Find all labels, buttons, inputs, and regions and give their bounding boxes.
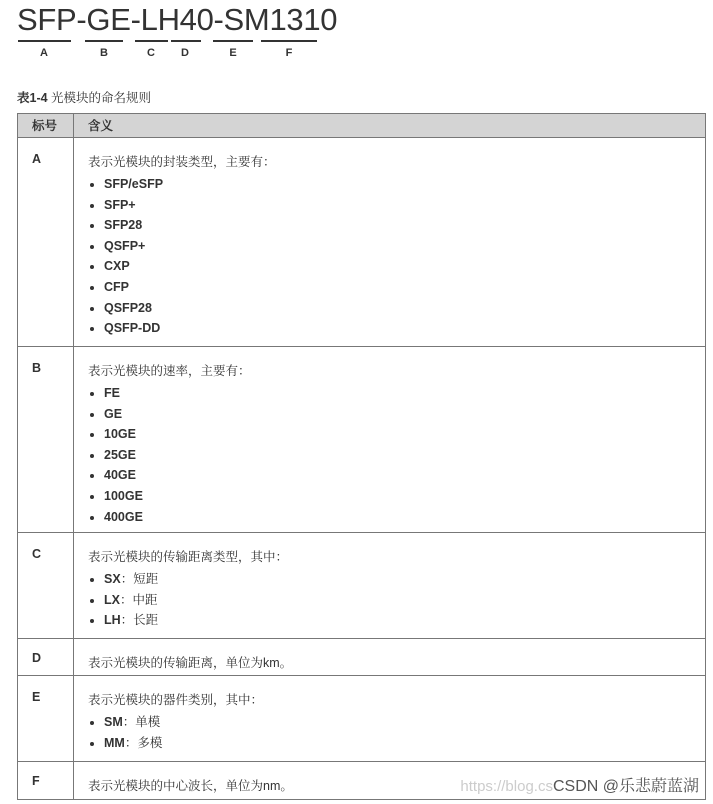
segment-label: C [147, 47, 155, 59]
option-code: 40GE [104, 468, 136, 483]
row-meaning [74, 138, 706, 347]
option-item [104, 215, 705, 236]
option-list [88, 174, 705, 339]
option-code: QSFP-DD [104, 321, 161, 336]
option-item [104, 610, 705, 631]
segment-label: E [229, 47, 237, 59]
option-item [104, 318, 705, 339]
row-key: D [18, 639, 74, 676]
row-description: 表示光模块的中心波长，单位为nm。 [88, 779, 293, 793]
row-key: F [18, 762, 74, 800]
row-key: B [18, 347, 74, 533]
option-item [104, 404, 705, 425]
option-item [104, 174, 705, 195]
option-code: QSFP+ [104, 238, 146, 253]
naming-rules-table [17, 113, 706, 800]
option-code: 25GE [104, 447, 136, 462]
header-meaning: 含义 [74, 114, 706, 138]
option-code: CXP [104, 259, 130, 274]
row-key: E [18, 676, 74, 762]
option-item [104, 195, 705, 216]
row-description: 表示光模块的传输距离，单位为km。 [88, 656, 293, 670]
table-row [18, 347, 706, 533]
row-key: C [18, 533, 74, 639]
option-item [104, 445, 705, 466]
option-meaning: ：中距 [119, 592, 158, 607]
segment-label: D [181, 47, 189, 59]
option-item [104, 277, 705, 298]
option-meaning: ：长距 [120, 613, 159, 628]
underline-f [261, 40, 317, 42]
option-item [104, 507, 705, 528]
underline-b [85, 40, 123, 42]
option-item [104, 383, 705, 404]
option-code: 100GE [104, 488, 143, 503]
option-list [88, 712, 705, 753]
option-meaning: ：多模 [124, 735, 163, 750]
option-item [104, 486, 705, 507]
row-meaning [74, 347, 706, 533]
table-row [18, 138, 706, 347]
module-code: SFP-GE-LH40-SM1310 [17, 2, 338, 37]
row-description: 表示光模块的封装类型，主要有： [88, 155, 276, 169]
option-code: SX [104, 572, 121, 586]
underline-d [171, 40, 201, 42]
option-item [104, 236, 705, 257]
table-row [18, 639, 706, 676]
option-code: LH [104, 613, 121, 628]
option-code: 10GE [104, 427, 136, 442]
option-item [104, 590, 705, 611]
option-item [104, 465, 705, 486]
option-list [88, 383, 705, 527]
option-item [104, 424, 705, 445]
option-code: SFP28 [104, 218, 143, 233]
row-description: 表示光模块的速率，主要有： [88, 364, 251, 378]
segment-label: F [285, 47, 293, 59]
option-item [104, 256, 705, 277]
row-description: 表示光模块的器件类别，其中： [88, 693, 264, 707]
row-description: 表示光模块的传输距离类型，其中： [88, 550, 289, 564]
option-code: CFP [104, 279, 129, 294]
underline-c [135, 40, 168, 42]
row-meaning [74, 533, 706, 639]
option-meaning: ：短距 [120, 572, 159, 586]
option-code: FE [104, 386, 120, 400]
row-meaning [74, 639, 706, 676]
option-item [104, 569, 705, 590]
table-caption [17, 88, 151, 106]
caption-text: 光模块的命名规则 [47, 91, 152, 105]
underline-e [213, 40, 253, 42]
option-item [104, 733, 705, 754]
segment-label: A [40, 47, 48, 59]
segment-label: B [100, 47, 108, 59]
option-code: QSFP28 [104, 300, 152, 315]
row-key: A [18, 138, 74, 347]
table-row [18, 533, 706, 639]
option-code: GE [104, 406, 123, 421]
option-code: SFP/eSFP [104, 177, 164, 191]
option-code: SM [104, 715, 123, 729]
underline-a [18, 40, 71, 42]
option-list [88, 569, 705, 631]
watermark-text: CSDN @乐悲蔚蓝湖 [552, 778, 699, 795]
option-code: LX [104, 592, 120, 607]
option-item [104, 712, 705, 733]
option-meaning: ：单模 [122, 715, 161, 729]
caption-number: 表1-4 [17, 91, 48, 105]
watermark-url: https://blog.cs [460, 778, 553, 795]
header-key: 标号 [18, 114, 74, 138]
table-row [18, 676, 706, 762]
option-code: MM [104, 735, 125, 750]
watermark [460, 773, 699, 796]
option-code: SFP+ [104, 197, 136, 212]
row-meaning [74, 676, 706, 762]
option-item [104, 298, 705, 319]
option-code: 400GE [104, 509, 143, 524]
